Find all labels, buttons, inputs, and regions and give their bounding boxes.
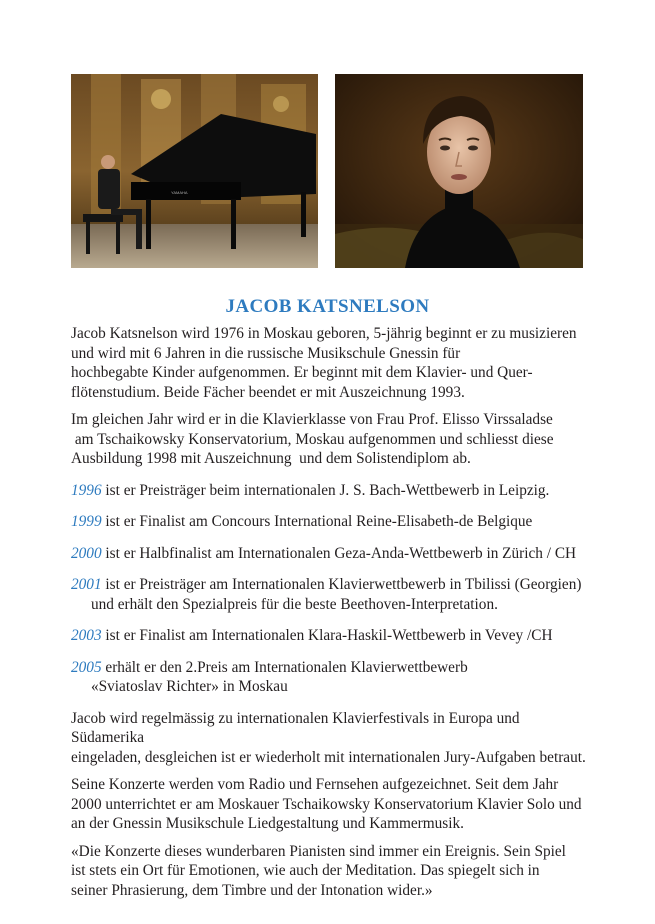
text-line: flötenstudium. Beide Fächer beendet er mit Auszeichnung 1993. [71, 383, 465, 401]
text-line: «Die Konzerte dieses wunderbaren Pianisten sind immer ein Ereignis. Sein Spiel [71, 842, 566, 860]
timeline-text: ist er Preisträger beim internationalen J. S. Bach-Wettbewerb in Leipzig. [101, 481, 550, 499]
piano-brand-label: YAMAHA [171, 190, 188, 195]
timeline-year: 2003 [71, 627, 102, 644]
timeline-text: erhält er den 2.Preis am Internationalen Klavierwettbewerb [101, 658, 468, 676]
timeline-text: ist er Preisträger am Internationalen Klavierwettbewerb in Tbilissi (Georgien) [101, 576, 582, 593]
text-line: Im gleichen Jahr wird er in die Klavierklasse von Frau Prof. Elisso Virssaladse [71, 411, 553, 428]
text-line: 2000 unterrichtet er am Moskauer Tschaikowsky Konservatorium Klavier Solo und [71, 795, 582, 813]
text-line: Ausbildung 1998 mit Auszeichnung und dem Solistendiplom ab. [71, 450, 471, 467]
timeline-text: ist er Halbfinalist am Internationalen Geza-Anda-Wettbewerb in Zürich / CH [101, 544, 577, 562]
text-line: Jacob wird regelmässig zu internationalen Klavierfestivals in Europa und Südamerika [71, 709, 520, 746]
quote-paragraph [71, 842, 591, 901]
timeline-entry [71, 626, 591, 646]
text-line: seiner Phrasierung, dem Timbre und der Intonation wider.» [71, 881, 433, 899]
text-line: an der Gnessin Musikschule Liedgestaltung und Kammermusik. [71, 815, 464, 832]
outro-paragraph [71, 709, 591, 768]
timeline-text: ist er Finalist am Internationalen Klara-Haskil-Wettbewerb in Vevey /CH [101, 627, 553, 644]
timeline-year: 2005 [71, 658, 102, 676]
text-line: ist stets ein Ort für Emotionen, wie auch der Meditation. Das spiegelt sich in [71, 862, 540, 879]
text-line: hochbegabte Kinder aufgenommen. Er beginnt mit dem Klavier- und Quer- [71, 364, 533, 381]
timeline-year: 1999 [71, 513, 102, 530]
photo-portrait [335, 74, 583, 268]
timeline-entry [71, 512, 591, 532]
timeline-year: 2000 [71, 544, 102, 562]
text-line: Jacob Katsnelson wird 1976 in Moskau geboren, 5-jährig beginnt er zu musizieren [71, 325, 577, 342]
photo-pianist-at-piano [71, 74, 318, 268]
biography-text [71, 324, 591, 908]
timeline-entry [71, 544, 591, 564]
outro-paragraph [71, 775, 591, 834]
intro-paragraph [71, 324, 591, 402]
intro-paragraph [71, 410, 591, 469]
text-line: und wird mit 6 Jahren in die russische Musikschule Gnessin für [71, 344, 461, 362]
timeline-entry [71, 481, 591, 501]
page-title: JACOB KATSNELSON [225, 296, 430, 317]
timeline-continuation: «Sviatoslav Richter» in Moskau [91, 678, 288, 695]
timeline-entry [71, 575, 591, 614]
timeline-text: ist er Finalist am Concours International Reine-Elisabeth-de Belgique [101, 513, 533, 530]
timeline-year: 2001 [71, 576, 102, 593]
text-line: Seine Konzerte werden vom Radio und Fernsehen aufgezeichnet. Seit dem Jahr [71, 776, 559, 793]
text-line: eingeladen, desgleichen ist er wiederholt mit internationalen Jury-Aufgaben betraut. [71, 748, 586, 766]
text-line: am Tschaikowsky Konservatorium, Moskau aufgenommen und schliesst diese [71, 430, 554, 448]
timeline-year: 1996 [71, 481, 102, 499]
timeline-entry [71, 658, 591, 697]
timeline-continuation: und erhält den Spezialpreis für die beste Beethoven-Interpretation. [91, 595, 498, 613]
